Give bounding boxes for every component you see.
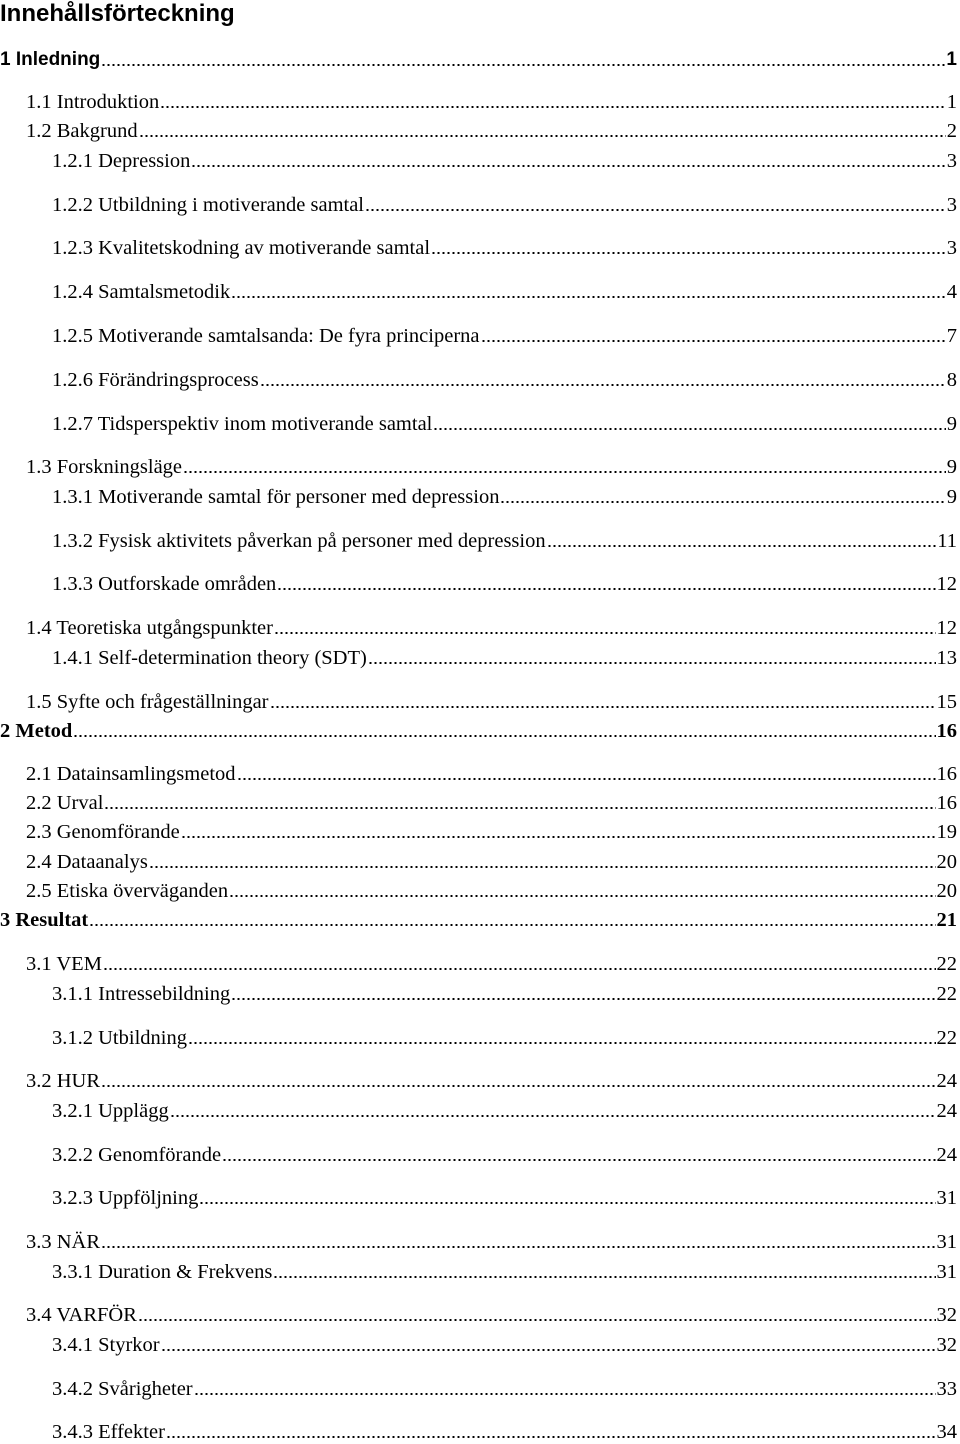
toc-dot-leader (277, 587, 935, 591)
toc-entry[interactable] (52, 1377, 960, 1401)
toc-dot-leader (229, 894, 935, 898)
toc-dot-leader (274, 631, 936, 635)
toc-entry[interactable] (52, 149, 960, 173)
toc-entry-page-number: 22 (936, 1027, 957, 1049)
toc-entry[interactable] (52, 324, 960, 348)
toc-entry-title: 3.4 VARFÖR (26, 1304, 137, 1326)
toc-entry-page-number: 9 (946, 456, 957, 478)
toc-dot-leader (181, 835, 936, 839)
toc-heading: Innehållsförteckning (0, 0, 235, 27)
toc-entry-title: 3.1.1 Intressebildning (52, 983, 231, 1005)
toc-entry-page-number: 4 (946, 281, 957, 303)
toc-entry-page-number: 8 (946, 369, 957, 391)
toc-entry-page-number: 22 (936, 953, 957, 975)
toc-dot-leader (73, 734, 935, 738)
toc-entry-page-number: 19 (936, 821, 957, 843)
toc-dot-leader (433, 427, 945, 431)
toc-entry-title: 3.2.3 Uppföljning (52, 1187, 199, 1209)
toc-entry-page-number: 1 (946, 91, 957, 113)
toc-entry-page-number: 34 (936, 1421, 957, 1443)
toc-entry[interactable] (26, 820, 960, 844)
toc-entry-title: 3.4.1 Styrkor (52, 1334, 160, 1356)
toc-dot-leader (431, 251, 946, 255)
toc-entry[interactable] (52, 1260, 960, 1284)
toc-dot-leader (161, 1348, 936, 1352)
toc-entry[interactable] (52, 485, 960, 509)
toc-entry[interactable] (52, 412, 960, 436)
toc-entry-title: 2.5 Etiska överväganden (26, 880, 229, 902)
toc-entry-title: 1.5 Syfte och frågeställningar (26, 691, 269, 713)
toc-entry-title: 3.2.2 Genomförande (52, 1144, 222, 1166)
toc-dot-leader (89, 923, 935, 927)
toc-entry[interactable] (52, 1143, 960, 1167)
toc-entry-page-number: 20 (936, 851, 957, 873)
toc-entry[interactable] (26, 616, 960, 640)
toc-entry-title: 1.3 Forskningsläge (26, 456, 183, 478)
toc-entry[interactable] (52, 280, 960, 304)
toc-entry[interactable] (26, 119, 960, 143)
toc-entry[interactable] (26, 952, 960, 976)
toc-entry-title: 1.2.3 Kvalitetskodning av motiverande samtal (52, 237, 431, 259)
toc-entry-page-number: 22 (936, 983, 957, 1005)
toc-dot-leader (231, 295, 946, 299)
toc-entry-page-number: 1 (946, 49, 957, 70)
toc-dot-leader (101, 1245, 935, 1249)
toc-entry[interactable] (0, 48, 960, 72)
toc-entry-title: 2.2 Urval (26, 792, 104, 814)
toc-entry[interactable] (52, 529, 960, 553)
toc-entry-title: 3.3 NÄR (26, 1231, 101, 1253)
toc-entry-page-number: 16 (936, 720, 957, 742)
toc-entry-title: 1.3.2 Fysisk aktivitets påverkan på personer med depression (52, 530, 546, 552)
toc-entry[interactable] (26, 1069, 960, 1093)
toc-entry-title: 2.1 Datainsamlingsmetod (26, 763, 236, 785)
toc-entry-page-number: 31 (936, 1231, 957, 1253)
toc-dot-leader (237, 777, 936, 781)
toc-entry[interactable] (52, 368, 960, 392)
toc-entry-title: 3.1 VEM (26, 953, 102, 975)
toc-dot-leader (138, 1318, 936, 1322)
toc-entry[interactable] (52, 1420, 960, 1444)
toc-dot-leader (170, 1114, 936, 1118)
toc-dot-leader (101, 1084, 935, 1088)
toc-entry[interactable] (52, 572, 960, 596)
toc-entry-page-number: 11 (937, 530, 957, 552)
toc-entry-page-number: 2 (946, 120, 957, 142)
toc-entry-page-number: 24 (936, 1070, 957, 1092)
toc-entry-title: 3.2.1 Upplägg (52, 1100, 169, 1122)
toc-entry-title: 3.4.2 Svårigheter (52, 1378, 193, 1400)
toc-dot-leader (104, 806, 935, 810)
toc-dot-leader (139, 134, 946, 138)
toc-dot-leader (166, 1435, 936, 1439)
toc-entry-title: 1 Inledning (0, 49, 101, 70)
toc-dot-leader (160, 105, 946, 109)
toc-entry[interactable] (52, 646, 960, 670)
toc-dot-leader (194, 1392, 936, 1396)
toc-entry-title: 2.3 Genomförande (26, 821, 180, 843)
toc-entry[interactable] (0, 719, 960, 743)
toc-entry[interactable] (52, 1333, 960, 1357)
toc-entry-page-number: 13 (936, 647, 957, 669)
toc-dot-leader (231, 997, 935, 1001)
toc-dot-leader (481, 339, 946, 343)
toc-entry[interactable] (26, 455, 960, 479)
toc-entry-page-number: 9 (946, 486, 957, 508)
toc-entry[interactable] (26, 879, 960, 903)
toc-dot-leader (222, 1158, 935, 1162)
toc-entry-title: 1.2 Bakgrund (26, 120, 138, 142)
toc-dot-leader (260, 383, 946, 387)
toc-entry[interactable] (52, 1099, 960, 1123)
toc-entry[interactable] (52, 1026, 960, 1050)
toc-entry-page-number: 3 (946, 150, 957, 172)
toc-dot-leader (188, 1041, 936, 1045)
toc-entry-page-number: 31 (936, 1187, 957, 1209)
toc-entry-title: 1.2.1 Depression (52, 150, 191, 172)
toc-entry[interactable] (52, 193, 960, 217)
toc-entry[interactable] (52, 1186, 960, 1210)
toc-entry-page-number: 32 (936, 1304, 957, 1326)
toc-dot-leader (183, 470, 946, 474)
toc-entry[interactable] (26, 690, 960, 714)
toc-entry-page-number: 33 (936, 1378, 957, 1400)
toc-entry-title: 1.1 Introduktion (26, 91, 160, 113)
toc-entry[interactable] (26, 762, 960, 786)
toc-entry-page-number: 7 (946, 325, 957, 347)
toc-entry-title: 3.4.3 Effekter (52, 1421, 165, 1443)
toc-entry-title: 3.2 HUR (26, 1070, 101, 1092)
toc-entry-page-number: 16 (936, 763, 957, 785)
toc-entry[interactable] (0, 908, 960, 932)
toc-dot-leader (191, 164, 945, 168)
toc-dot-leader (368, 661, 936, 665)
toc-entry-title: 3 Resultat (0, 909, 89, 931)
toc-entry[interactable] (52, 236, 960, 260)
toc-entry-page-number: 24 (936, 1144, 957, 1166)
toc-entry-title: 1.2.7 Tidsperspektiv inom motiverande samtal (52, 413, 433, 435)
toc-entry-title: 2 Metod (0, 720, 73, 742)
toc-entry-title: 2.4 Dataanalys (26, 851, 148, 873)
toc-dot-leader (270, 705, 936, 709)
toc-entry-page-number: 16 (936, 792, 957, 814)
toc-entry-page-number: 3 (946, 237, 957, 259)
toc-entry-title: 1.2.5 Motiverande samtalsanda: De fyra principerna (52, 325, 480, 347)
toc-dot-leader (103, 967, 936, 971)
toc-entry-title: 1.4.1 Self-determination theory (SDT) (52, 647, 367, 669)
toc-entry-title: 1.3.1 Motiverande samtal för personer med depression (52, 486, 500, 508)
toc-entry-page-number: 32 (936, 1334, 957, 1356)
toc-entry-page-number: 9 (946, 413, 957, 435)
toc-entry[interactable] (52, 982, 960, 1006)
toc-dot-leader (101, 63, 945, 67)
toc-entry-page-number: 12 (936, 573, 957, 595)
toc-entry-page-number: 20 (936, 880, 957, 902)
toc-entry-page-number: 21 (936, 909, 957, 931)
toc-entry-page-number: 3 (946, 194, 957, 216)
toc-entry-page-number: 24 (936, 1100, 957, 1122)
toc-entry[interactable] (26, 1230, 960, 1254)
toc-entry-title: 3.1.2 Utbildning (52, 1027, 187, 1049)
toc-dot-leader (199, 1201, 935, 1205)
toc-entry[interactable] (26, 90, 960, 114)
toc-entry-title: 3.3.1 Duration & Frekvens (52, 1261, 273, 1283)
toc-dot-leader (365, 208, 946, 212)
toc-entry[interactable] (26, 791, 960, 815)
toc-entry-title: 1.3.3 Outforskade områden (52, 573, 277, 595)
toc-entry-title: 1.2.6 Förändringsprocess (52, 369, 259, 391)
toc-dot-leader (149, 865, 936, 869)
toc-dot-leader (500, 500, 945, 504)
toc-entry-title: 1.2.2 Utbildning i motiverande samtal (52, 194, 365, 216)
toc-dot-leader (547, 544, 937, 548)
toc-entry[interactable] (26, 1303, 960, 1327)
toc-entry[interactable] (26, 850, 960, 874)
toc-entry-title: 1.4 Teoretiska utgångspunkter (26, 617, 273, 639)
toc-dot-leader (273, 1275, 935, 1279)
toc-entry-page-number: 15 (936, 691, 957, 713)
toc-entry-title: 1.2.4 Samtalsmetodik (52, 281, 231, 303)
toc-entry-page-number: 12 (936, 617, 957, 639)
toc-entry-page-number: 31 (936, 1261, 957, 1283)
